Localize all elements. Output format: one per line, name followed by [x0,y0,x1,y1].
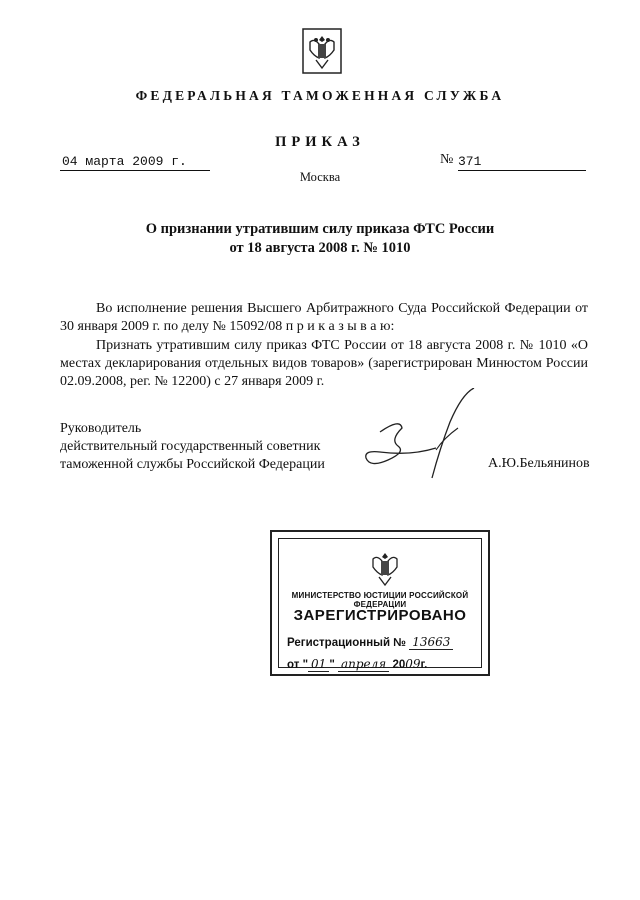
body-paragraph-1: Во исполнение решения Высшего Арбитражного Суда Российской Федерации от 30 января 2009 г. по делу № 15092/08 п р и к а з ы в а ю: [60,301,588,334]
stamp-status: ЗАРЕГИСТРИРОВАНО [293,607,467,624]
order-date: 04 марта 2009 г. [60,154,210,171]
body-paragraph-2: Признать утратившим силу приказ ФТС России от 18 августа 2008 г. № 1010 «О местах декларирования отдельных видов товаров» (зарегистрирован Минюстом России 02.09.2008, рег. № 12200) с 27 января 2009 г. [60,338,588,389]
agency-name: ФЕДЕРАЛЬНАЯ ТАМОЖЕННАЯ СЛУЖБА [135,88,505,103]
document-type: ПРИКАЗ [275,134,365,150]
signatory-name: А.Ю.Бельянинов [488,456,590,471]
stamp-date-line [287,657,427,672]
stamp-day: 01 [308,657,329,672]
stamp-emblem-icon [367,549,403,589]
order-title [100,220,540,258]
stamp-reg-number: 13663 [409,635,453,650]
handwritten-signature [340,388,480,498]
signatory-line-3: таможенной службы Российской Федерации [60,457,325,472]
stamp-inner-frame [278,538,482,671]
stamp-year-suffix: 09 [405,657,421,671]
stamp-reg-number-line [287,635,453,650]
stamp-date-prefix: от " [287,659,309,671]
signatory-position [60,420,325,474]
order-number-label: № [440,152,454,167]
order-title-line1: О признании утратившим силу приказа ФТС России [145,221,495,237]
stamp-year-prefix: 20 [392,659,406,671]
emblem-icon [302,28,342,74]
registration-stamp [270,530,490,676]
order-title-line2: от 18 августа 2008 г. № 1010 [229,240,411,256]
city: Москва [299,170,341,184]
stamp-reg-label: Регистрационный № [287,637,407,649]
signatory-line-1: Руководитель [60,421,142,436]
stamp-year-end: г. [420,659,428,671]
stamp-ministry: МИНИСТЕРСТВО ЮСТИЦИИ РОССИЙСКОЙ ФЕДЕРАЦИИ [291,591,469,609]
stamp-month: апреля [338,657,389,672]
order-number: 371 [458,154,586,171]
signatory-line-2: действительный государственный советник [60,439,321,454]
stamp-date-mid: " [329,659,335,671]
